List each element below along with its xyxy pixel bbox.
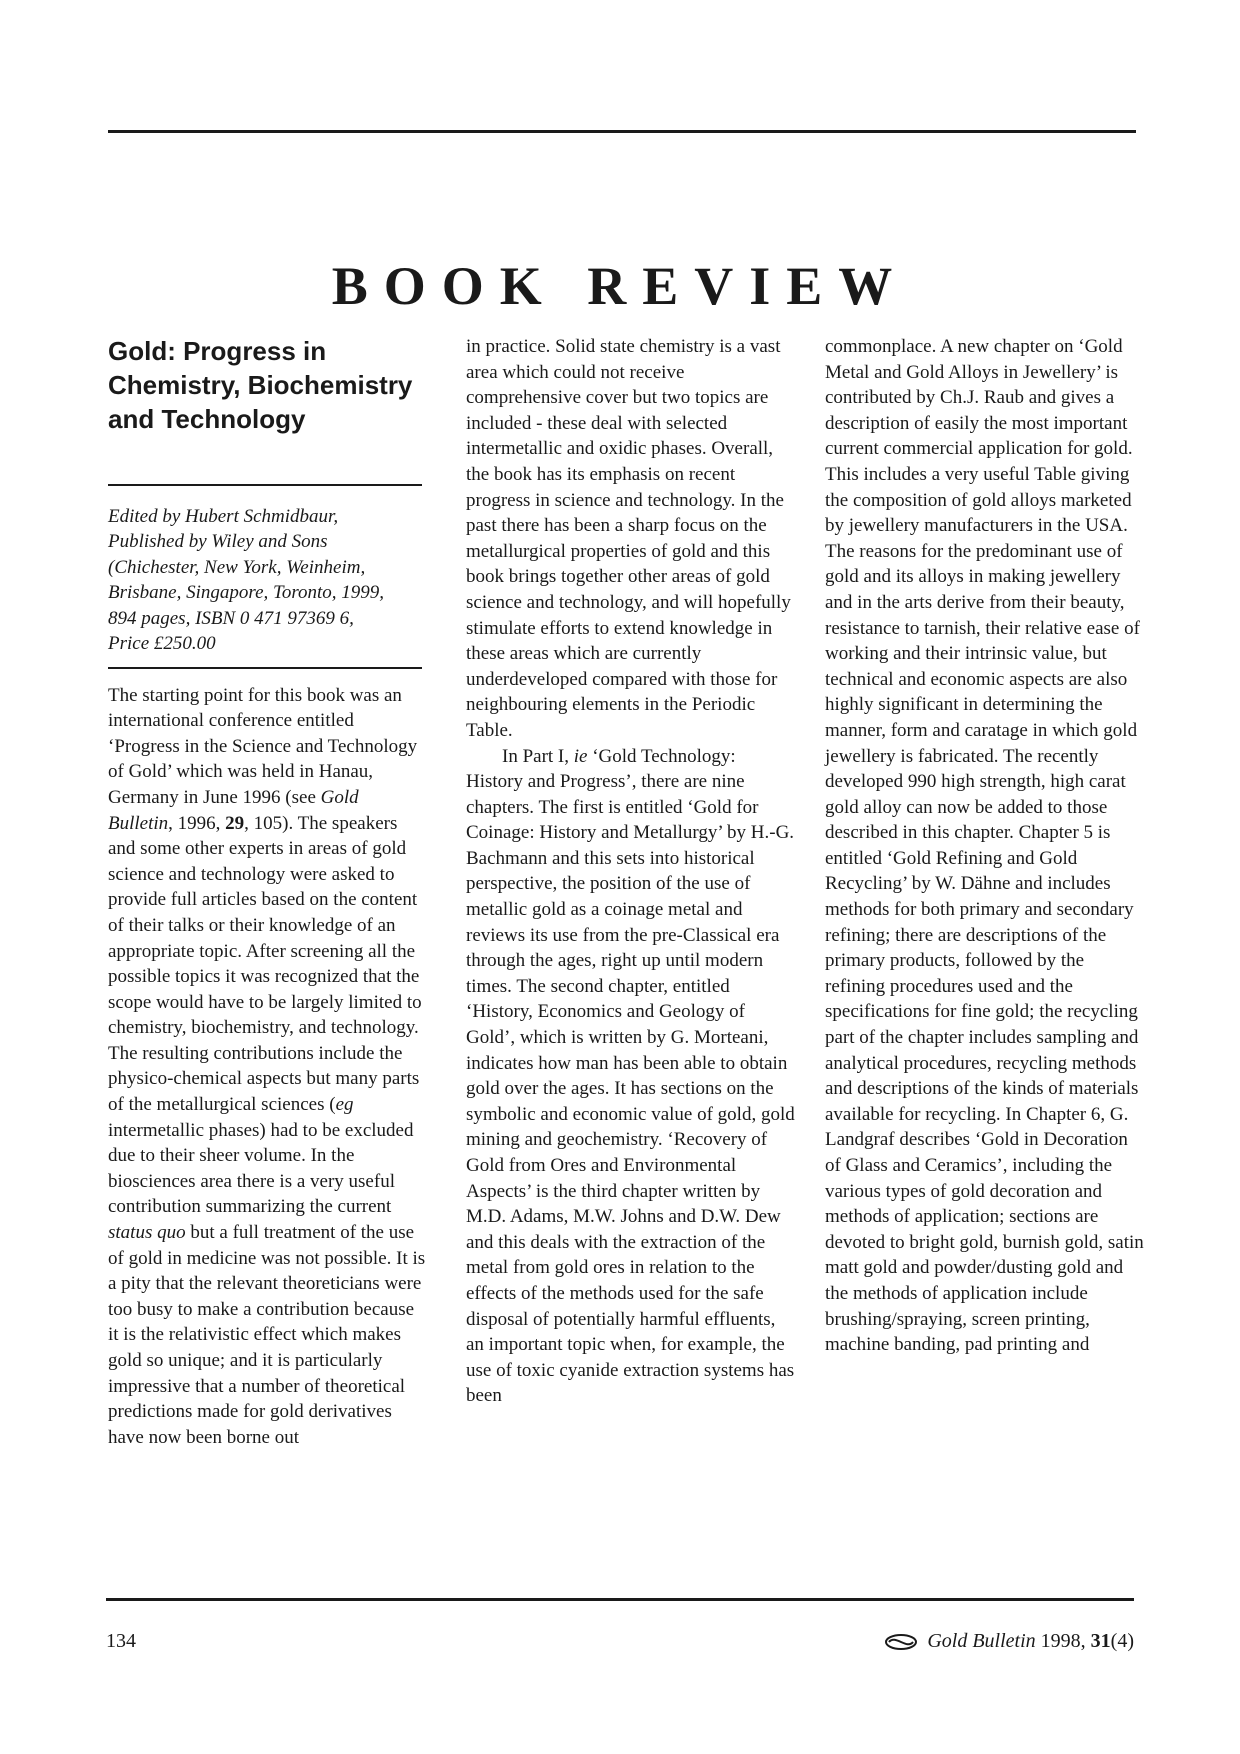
journal-reference	[883, 1630, 1134, 1653]
citation-volume: 29	[225, 812, 245, 834]
journal-citation: Gold Bulletin	[108, 786, 359, 834]
column-2-paragraph-2	[466, 744, 796, 1409]
page-number: 134	[106, 1630, 136, 1652]
journal-ref-text	[927, 1630, 1134, 1653]
meta-cities: (Chichester, New York, Weinheim,	[108, 556, 366, 578]
column-1-paragraph	[108, 683, 428, 1451]
text-run: In Part I,	[502, 745, 574, 767]
column-2-paragraph-1: in practice. Solid state chemistry is a vast area which could not receive comprehensive cover but two topics are included - these deal with selected intermetallic and oxidic phases. Overall, the book has its emphasis on recent progress in science and technology. In the past there has been a sharp focus on the metallurgical properties of gold and this book brings together other areas of gold science and technology, and will hopefully stimulate efforts to extend knowledge in these areas which are currently underdeveloped compared with those for neighbouring elements in the Periodic Table.	[466, 336, 791, 741]
book-title: Gold: Progress in Chemistry, Biochemistry and Technology	[108, 336, 413, 434]
meta-price: Price £250.00	[108, 633, 216, 655]
text-run: , 1996,	[168, 812, 226, 834]
meta-cities-year: Brisbane, Singapore, Toronto, 1999,	[108, 582, 385, 604]
top-rule	[108, 130, 1136, 133]
text-run: The starting point for this book was an international conference entitled ‘Progress in the Science and Technology of Gold’ which was held in Hanau, Germany in June 1996 (see	[108, 684, 418, 808]
column-3	[825, 334, 1145, 1358]
journal-issue: (4)	[1110, 1630, 1134, 1652]
meta-bottom-rule	[108, 667, 422, 669]
italic-status-quo: status quo	[108, 1222, 186, 1244]
bottom-rule	[106, 1598, 1134, 1601]
text-run: intermetallic phases) had to be excluded due to their sheer volume. In the biosciences area there is a very useful contribution summarizing the current	[108, 1119, 414, 1218]
journal-volume: 31	[1090, 1630, 1111, 1652]
journal-name: Gold Bulletin	[927, 1630, 1036, 1652]
meta-publisher: Published by Wiley and Sons	[108, 531, 328, 553]
text-run: , 105). The speakers and some other experts in areas of gold science and technology were asked to provide full articles based on the content of their talks or their knowledge of an appropriate topic. After screening all the possible topics it was recognized that the scope would have to be largely limited to chemistry, biochemistry, and technology. The resulting contributions include the physico-chemical aspects but many parts of the metallurgical sciences (	[108, 812, 422, 1116]
journal-year: 1998,	[1035, 1630, 1091, 1652]
italic-ie: ie	[573, 745, 588, 767]
meta-pages-isbn: 894 pages, ISBN 0 471 97369 6,	[108, 607, 354, 629]
meta-editor: Edited by Hubert Schmidbaur,	[108, 505, 339, 527]
section-title: BOOK REVIEW	[331, 256, 909, 317]
text-run: but a full treatment of the use of gold in medicine was not possible. It is a pity that the relevant theoreticians were too busy to make a contribution because it is the relativistic effect which makes gold so unique; and it is particularly impressive that a number of theoretical predictions made for gold derivatives have now been borne out	[108, 1222, 426, 1448]
italic-eg: eg	[335, 1094, 354, 1116]
text-run: ‘Gold Technology: History and Progress’, there are nine chapters. The first is entitled ‘Gold for Coinage: History and Metallurgy’ by H.-G. Bachmann and this sets into historical perspective, the position of the use of metallic gold as a coinage metal and reviews its use from the pre-Classical era through the ages, right up until modern times. The second chapter, entitled ‘History, Economics and Geology of Gold’, which is written by G. Morteani, indicates how man has been able to obtain gold over the ages. It has sections on the symbolic and economic value of gold, gold mining and geochemistry. ‘Recovery of Gold from Ores and Environmental Aspects’ is the third chapter written by M.D. Adams, M.W. Johns and D.W. Dew and this deals with the extraction of the metal from gold ores in relation to the effects of the methods used for the safe disposal of potentially harmful effluents, an important topic when, for example, the use of toxic cyanide extraction systems has been	[466, 745, 795, 1407]
column-1	[108, 334, 428, 1450]
column-3-paragraph: commonplace. A new chapter on ‘Gold Metal and Gold Alloys in Jewellery’ is contributed by Ch.J. Raub and gives a description of easily the most important current commercial application for gold. This includes a very useful Table giving the composition of gold alloys marketed by jewellery manufacturers in the USA. The reasons for the predominant use of gold and its alloys in making jewellery and in the arts derive from their beauty, resistance to tarnish, their relative ease of working and their intrinsic value, but technical and economic aspects are also highly significant in determining the manner, form and caratage in which gold jewellery is fabricated. The recently developed 990 high strength, high carat gold alloy can now be added to those described in this chapter. Chapter 5 is entitled ‘Gold Refining and Gold Recycling’ by W. Dähne and includes methods for both primary and secondary refining; there are descriptions of the primary products, followed by the refining procedures used and the specifications for fine gold; the recycling part of the chapter includes sampling and analytical procedures, recycling methods and descriptions of the kinds of materials available for recycling. In Chapter 6, G. Landgraf describes ‘Gold in Decoration of Glass and Ceramics’, including the various types of gold decoration and methods of application; sections are devoted to bright gold, burnish gold, satin matt gold and powder/dusting gold and the methods of application include brushing/spraying, screen printing, machine banding, pad printing and	[825, 336, 1144, 1356]
gold-bulletin-logo-icon	[883, 1632, 919, 1652]
book-meta	[108, 486, 408, 668]
column-2	[466, 334, 796, 1409]
